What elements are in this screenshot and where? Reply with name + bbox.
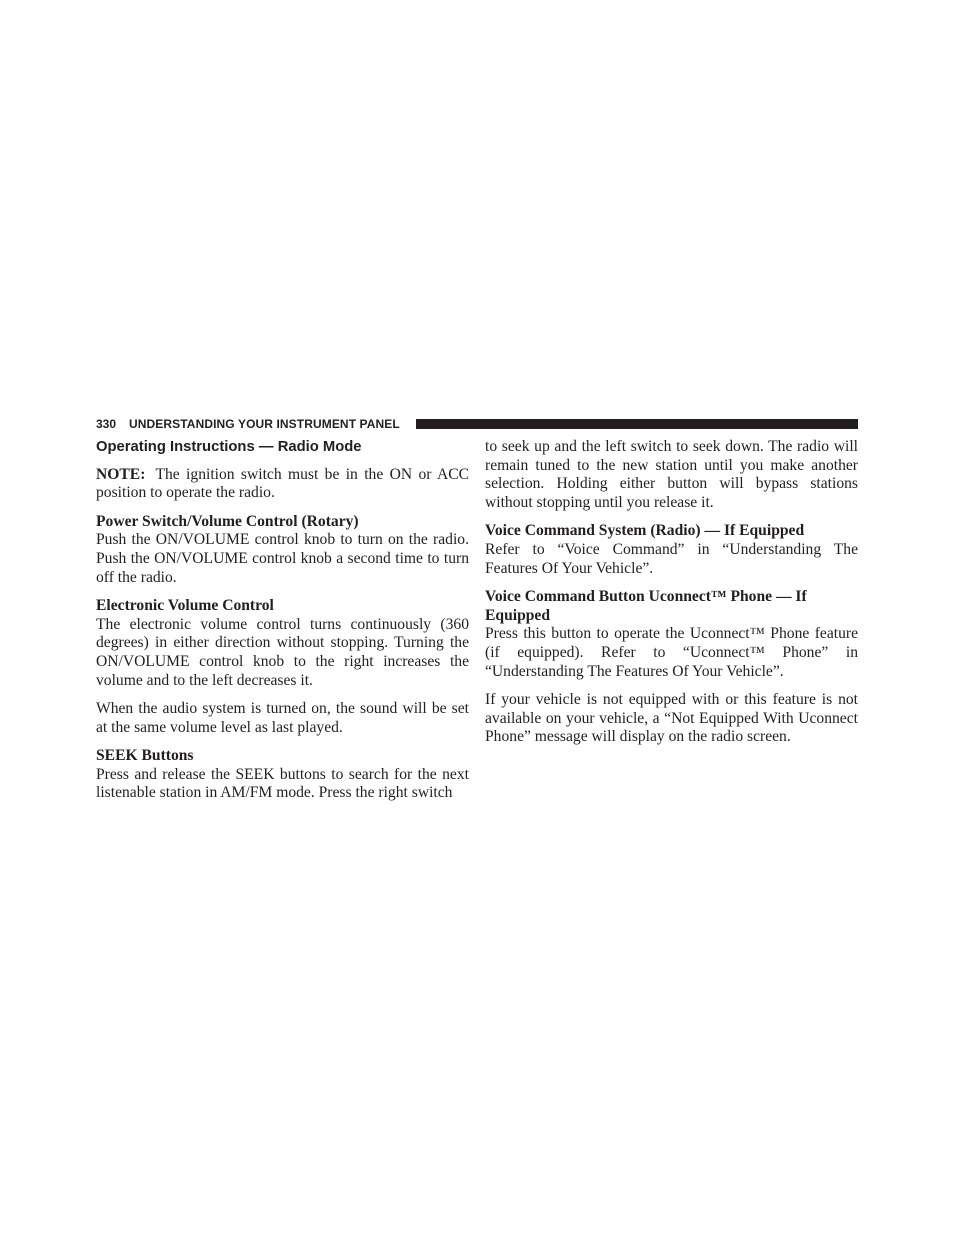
seek-buttons-heading: SEEK Buttons [96, 746, 194, 764]
volume-control-heading: Electronic Volume Control [96, 596, 274, 614]
seek-buttons-text: Press and release the SEEK buttons to search for the next listenable station in AM/FM mode. Press the right switch [96, 765, 469, 802]
voice-system-text: Refer to “Voice Command” in “Understanding The Features Of Your Vehicle”. [485, 541, 858, 577]
note-text: The ignition switch must be in the ON or ACC position to operate the radio. [96, 465, 470, 502]
note-paragraph [96, 466, 469, 503]
voice-button-text-2: If your vehicle is not equipped with or this feature is not available on your vehicle, a “Not Equipped With Uconnect Phone” message will display on the radio screen. [485, 690, 858, 746]
voice-button-heading: Voice Command Button Uconnect™ Phone — If Equipped [485, 587, 807, 624]
right-column [485, 438, 858, 757]
voice-button-text-1: Press this button to operate the Uconnect™ Phone feature (if equipped). Refer to “Uconnect™ Phone” in “Understanding The Features Of Your Vehicle”. [485, 625, 858, 680]
volume-control-text-1: The electronic volume control turns continuously (360 degrees) in either direction without stopping. Turning the ON/VOLUME control knob to the right increases the volume and to the left decreases it. [96, 615, 469, 689]
header-rule-bar [416, 419, 858, 429]
power-switch-heading: Power Switch/Volume Control (Rotary) [96, 512, 359, 530]
seek-continued-text: to seek up and the left switch to seek down. The radio will remain tuned to the new station until you make another selection. Holding either button will bypass stations without stopping until you release it. [485, 438, 858, 512]
page-header [96, 417, 858, 431]
section-title: UNDERSTANDING YOUR INSTRUMENT PANEL [129, 417, 400, 431]
radio-mode-heading: Operating Instructions — Radio Mode [96, 439, 362, 455]
page-number: 330 [96, 417, 117, 431]
voice-system-heading: Voice Command System (Radio) — If Equipped [485, 522, 805, 540]
left-column [96, 438, 469, 812]
volume-control-text-2: When the audio system is turned on, the sound will be set at the same volume level as last played. [96, 699, 469, 736]
power-switch-text: Push the ON/VOLUME control knob to turn on the radio. Push the ON/VOLUME control knob a second time to turn off the radio. [96, 531, 469, 586]
note-label: NOTE: [96, 465, 146, 483]
